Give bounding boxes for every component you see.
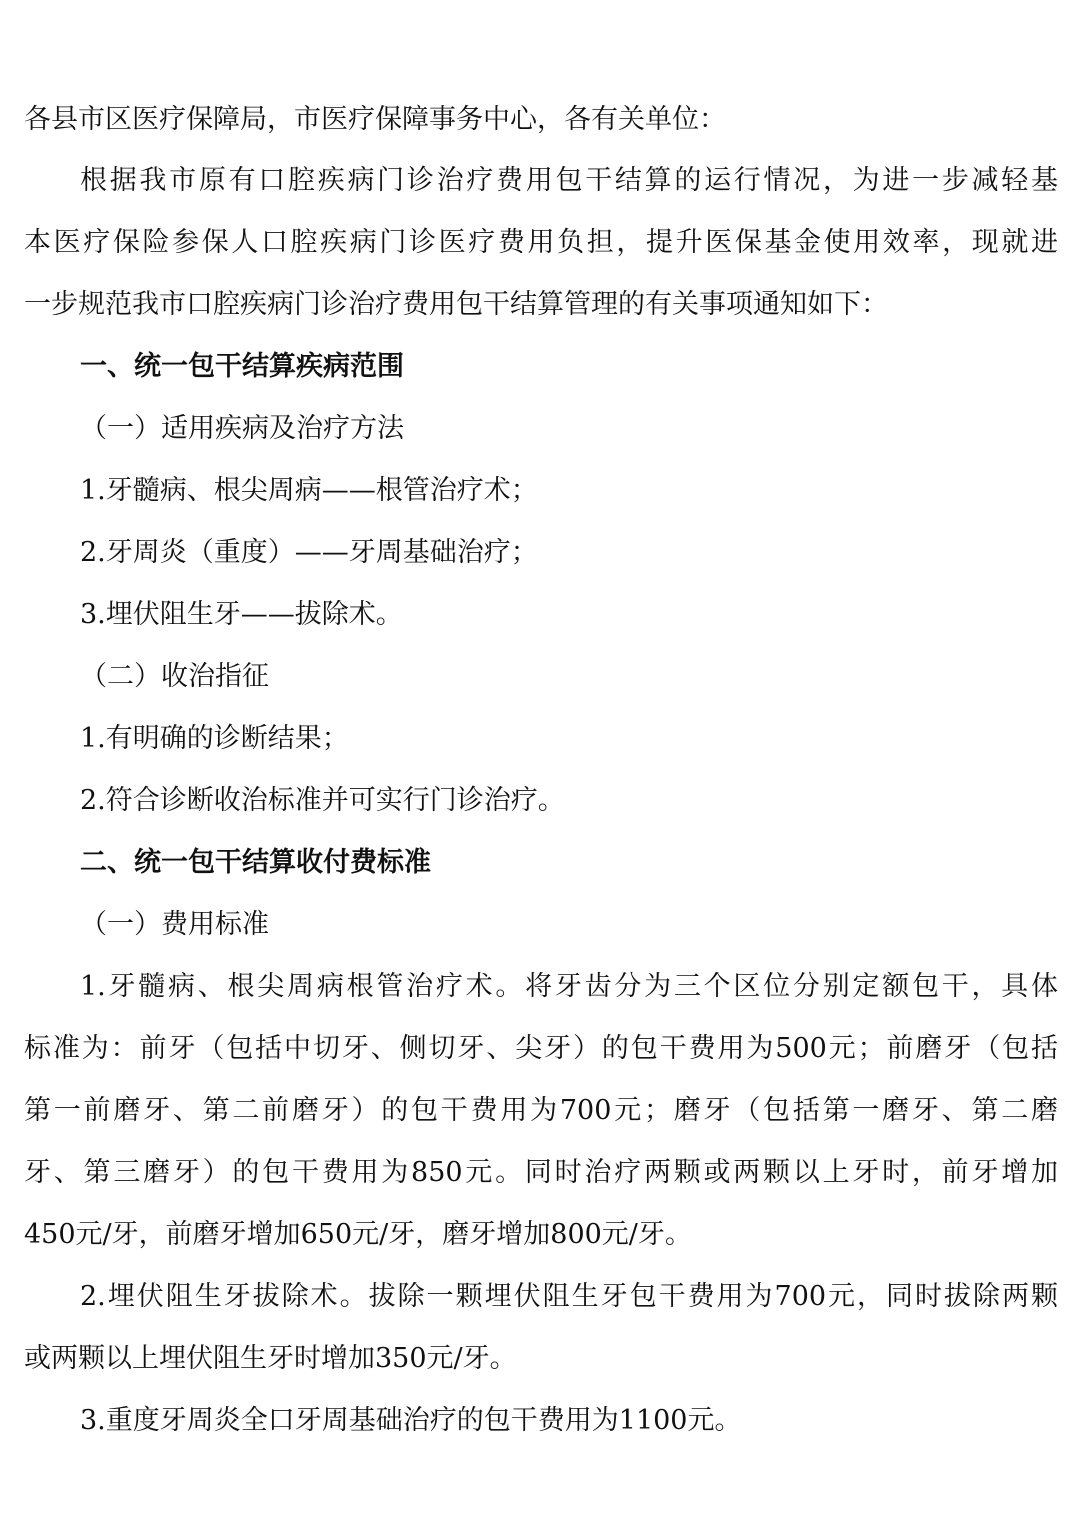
fee-paragraph-line: 2.埋伏阻生牙拔除术。拔除一颗埋伏阻生牙包干费用为700元，同时拔除两颗: [80, 1281, 1058, 1312]
list-item: 2.牙周炎（重度）——牙周基础治疗；: [80, 537, 538, 568]
fee-paragraph-line: 或两颗以上埋伏阻生牙时增加350元/牙。: [24, 1343, 517, 1374]
list-item: 2.符合诊断收治标准并可实行门诊治疗。: [80, 785, 565, 816]
fee-paragraph-line: 标准为：前牙（包括中切牙、侧切牙、尖牙）的包干费用为500元；前磨牙（包括: [24, 1033, 1058, 1064]
fee-paragraph-line: 450元/牙，前磨牙增加650元/牙，磨牙增加800元/牙。: [24, 1219, 692, 1250]
fee-paragraph-line: 第一前磨牙、第二前磨牙）的包干费用为700元；磨牙（包括第一磨牙、第二磨: [24, 1095, 1058, 1126]
fee-paragraph-line: 1.牙髓病、根尖周病根管治疗术。将牙齿分为三个区位分别定额包干，具体: [80, 971, 1058, 1002]
intro-line: 根据我市原有口腔疾病门诊治疗费用包干结算的运行情况，为进一步减轻基: [80, 165, 1058, 196]
section-heading-2: 二、统一包干结算收付费标准: [80, 847, 431, 878]
intro-line: 一步规范我市口腔疾病门诊治疗费用包干结算管理的有关事项通知如下：: [24, 289, 888, 320]
fee-paragraph-line: 3.重度牙周炎全口牙周基础治疗的包干费用为1100元。: [80, 1405, 742, 1436]
section-heading-1: 一、统一包干结算疾病范围: [80, 351, 404, 382]
salutation: 各县市区医疗保障局，市医疗保障事务中心，各有关单位：: [24, 104, 726, 135]
subsection-heading: （二）收治指征: [80, 661, 269, 692]
list-item: 3.埋伏阻生牙——拔除术。: [80, 599, 403, 630]
subsection-heading: （一）费用标准: [80, 909, 269, 940]
fee-paragraph-line: 牙、第三磨牙）的包干费用为850元。同时治疗两颗或两颗以上牙时，前牙增加: [24, 1157, 1058, 1188]
list-item: 1.牙髓病、根尖周病——根管治疗术；: [80, 475, 538, 506]
list-item: 1.有明确的诊断结果；: [80, 723, 349, 754]
subsection-heading: （一）适用疾病及治疗方法: [80, 413, 404, 444]
intro-line: 本医疗保险参保人口腔疾病门诊医疗费用负担，提升医保基金使用效率，现就进: [24, 227, 1058, 258]
